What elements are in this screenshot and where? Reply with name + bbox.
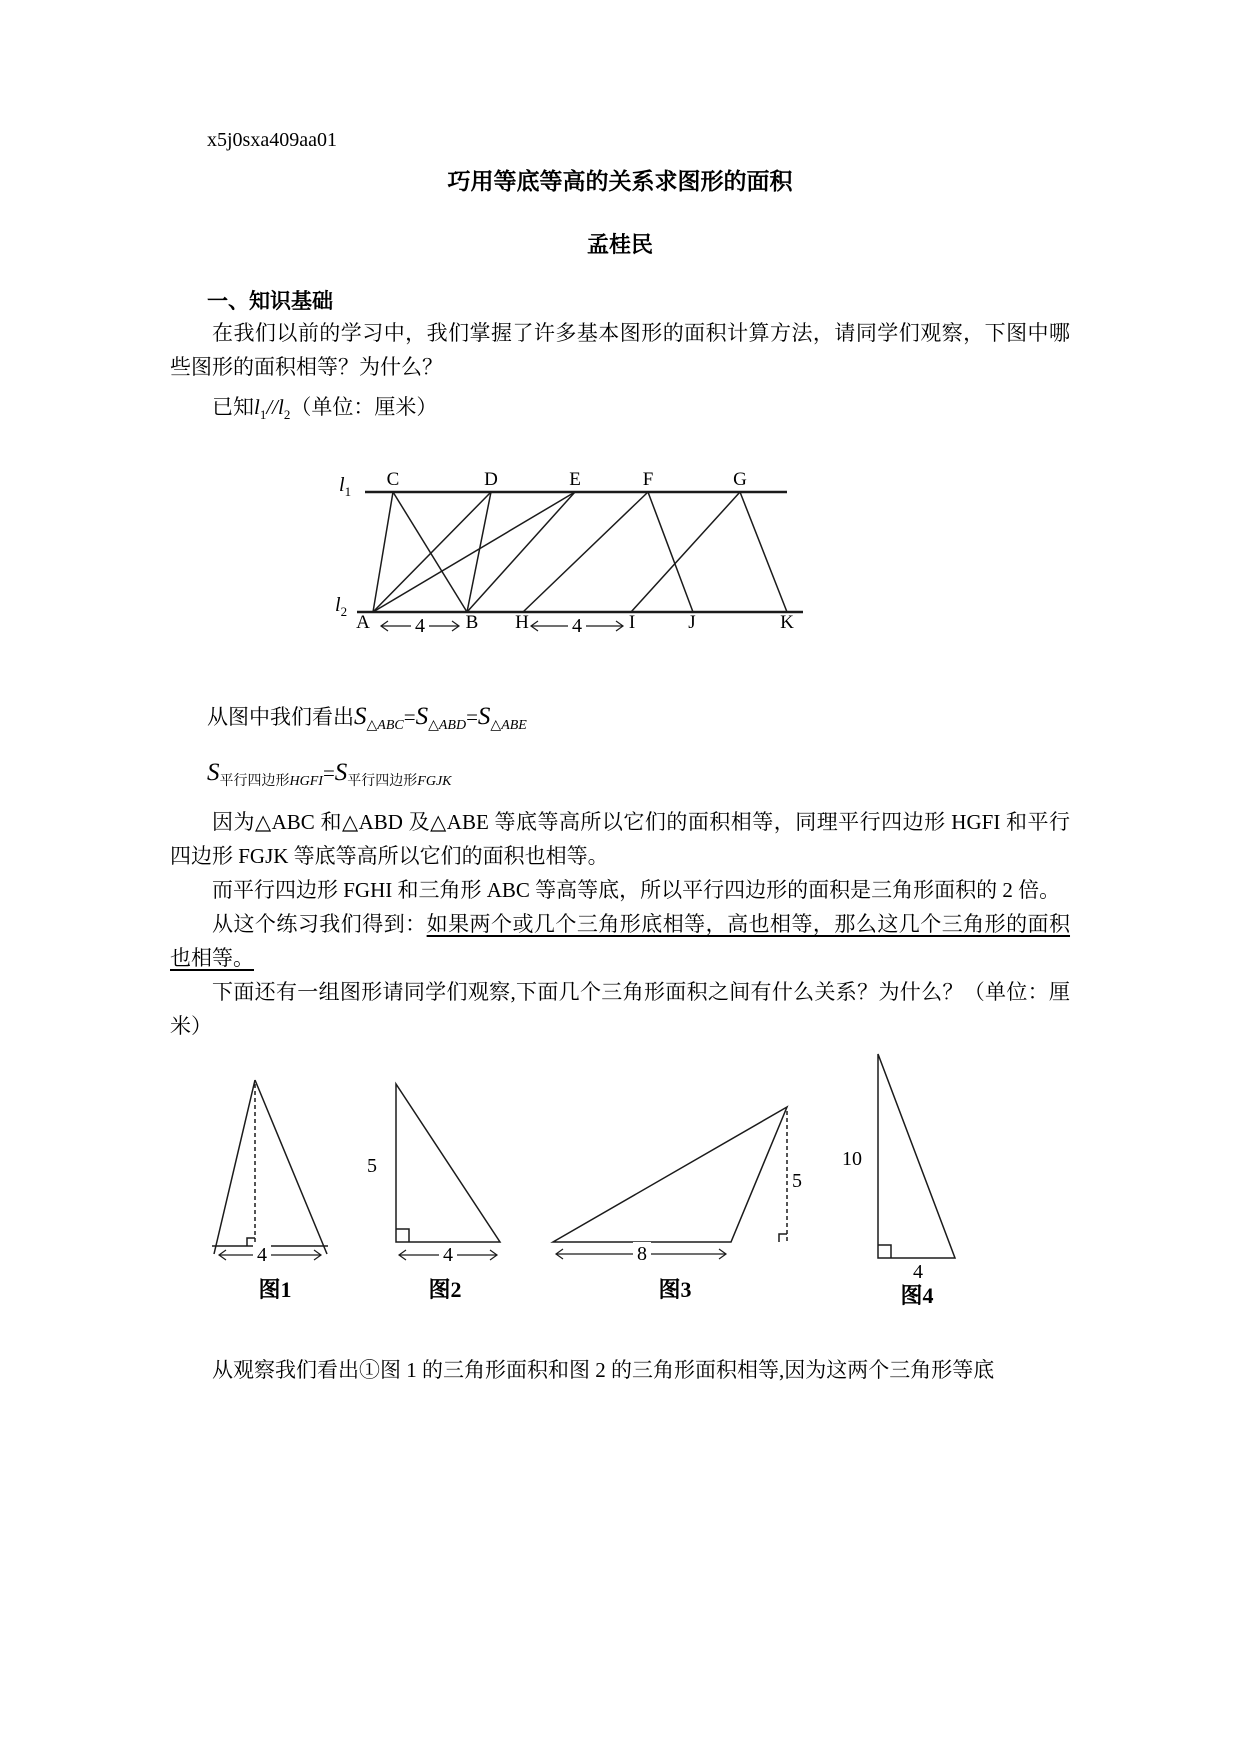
triangle-symbol: △ (428, 718, 439, 734)
figure-1-drawing (200, 1051, 350, 1266)
figure-4-drawing (842, 1051, 992, 1266)
line2-label-letter: l (335, 594, 341, 616)
formula-triangle-areas (170, 699, 1070, 735)
conclusion-rule: 如果两个或几个三角形底相等，高也相等，那么这几个三角形的面积也相等。 (170, 912, 1071, 970)
page-title: 巧用等底等高的关系求图形的面积 (447, 169, 793, 194)
triangle-name-abc: ABC (377, 718, 404, 734)
section-heading: 一、知识基础 (207, 289, 333, 313)
subscript-abd (428, 718, 466, 733)
line1-label (339, 474, 352, 499)
paragraph-conclusion (170, 907, 1070, 975)
measure-label-hi: 4 (568, 614, 586, 638)
point-label-i: I (628, 612, 636, 633)
figure-3-triangle (540, 1051, 810, 1319)
line2-label-sub: 2 (340, 604, 348, 619)
equals-sign: = (403, 705, 416, 729)
parallelogram-name-hgfi: HGFI (289, 774, 323, 790)
triangle-shape (212, 1080, 328, 1254)
triangle-shape (553, 1107, 787, 1242)
right-angle-mark (878, 1245, 891, 1258)
height-label: 5 (792, 1170, 802, 1192)
point-label-a: A (356, 612, 370, 633)
line2-label (335, 594, 348, 619)
point-label-h: H (515, 612, 529, 633)
figure-2-drawing (365, 1051, 525, 1266)
paragraph-observe: 从观察我们看出①图 1 的三角形面积和图 2 的三角形面积相等,因为这两个三角形等底 (212, 1358, 995, 1382)
base-label: 8 (633, 1242, 651, 1266)
equals-sign: = (322, 761, 335, 785)
figure-caption: 图1 (258, 1277, 292, 1302)
right-angle-mark (396, 1229, 409, 1242)
area-symbol: S (354, 703, 367, 730)
triangle-symbol: △ (490, 718, 502, 734)
measure-label-ab: 4 (411, 614, 429, 638)
line1-subscript: 1 (259, 407, 267, 423)
triangles-figure-row (170, 1051, 1070, 1319)
base-label: 4 (909, 1260, 927, 1284)
area-symbol: S (334, 759, 348, 786)
given-suffix: （单位：厘米） (290, 395, 438, 419)
figure-2-triangle (365, 1051, 525, 1319)
figure-3-drawing (540, 1051, 810, 1266)
line2-subscript: 2 (283, 407, 291, 423)
figure-caption: 图3 (658, 1277, 692, 1302)
point-label-d: D (484, 469, 498, 490)
point-label-c: C (386, 469, 400, 490)
triangle-lines (373, 492, 575, 612)
subscript-abe (490, 718, 526, 733)
triangle-symbol: △ (366, 718, 378, 734)
triangle-shape (396, 1084, 500, 1242)
right-angle-mark (779, 1234, 787, 1242)
figure-1-triangle (200, 1051, 350, 1319)
triangle-shape (878, 1054, 955, 1258)
formula1-prefix: 从图中我们看出 (207, 705, 354, 729)
point-label-k: K (780, 612, 794, 633)
parallel-lines (357, 492, 803, 612)
triangle-name-abd: ABD (438, 718, 467, 734)
given-condition (170, 390, 1070, 424)
doc-author: 孟桂民 (586, 232, 653, 257)
paragraph-because: 因为△ABC 和△ABD 及△ABE 等底等高所以它们的面积相等，同理平行四边形 HGFI 和平行四边形 FGJK 等底等高所以它们的面积也相等。 (170, 810, 1070, 868)
subscript-hgfi (220, 774, 323, 789)
parallel-symbol: // (266, 395, 279, 419)
point-label-f: F (642, 469, 654, 490)
point-label-e: E (569, 469, 581, 490)
base-label: 4 (253, 1243, 271, 1267)
area-symbol: S (415, 703, 429, 730)
paragraph-double-area: 而平行四边形 FGHI 和三角形 ABC 等高等底，所以平行四边形的面积是三角形面积的 2 倍。 (212, 878, 1061, 902)
area-symbol: S (207, 759, 220, 786)
parallel-lines-figure (335, 470, 815, 645)
base-label: 4 (439, 1243, 457, 1267)
line1-label-letter: l (339, 474, 345, 496)
parallelogram-word: 平行四边形 (347, 774, 418, 790)
line1-symbol: l (254, 395, 260, 419)
point-label-b: B (465, 612, 479, 633)
figure-4-triangle (842, 1051, 992, 1319)
triangle-name-abe: ABE (501, 718, 527, 734)
line1-label-sub: 1 (344, 484, 352, 499)
paragraph-next-group: 下面还有一组图形请同学们观察,下面几个三角形面积之间有什么关系？为什么？（单位：厘米） (170, 980, 1070, 1038)
subscript-abc (367, 718, 404, 733)
area-symbol: S (477, 703, 491, 730)
point-label-g: G (733, 469, 747, 490)
height-label: 5 (367, 1155, 377, 1177)
figure-caption: 图4 (900, 1283, 934, 1308)
line2-symbol: l (278, 395, 284, 419)
doc-code: x5j0sxa409aa01 (207, 129, 337, 151)
point-label-j: J (688, 612, 696, 633)
formula-parallelogram-areas (170, 755, 1070, 791)
conclusion-prefix: 从这个练习我们得到： (212, 912, 427, 936)
height-label: 10 (842, 1148, 862, 1170)
figure-caption: 图2 (428, 1277, 462, 1302)
parallelogram-word: 平行四边形 (219, 774, 290, 790)
parallelogram-lines (523, 492, 787, 612)
parallelogram-name-fgjk: FGJK (417, 774, 452, 790)
paragraph-intro: 在我们以前的学习中，我们掌握了许多基本图形的面积计算方法，请同学们观察，下图中哪些图形的面积相等？为什么？ (170, 321, 1070, 379)
subscript-fgjk (347, 774, 451, 789)
equals-sign: = (466, 705, 478, 729)
given-prefix: 已知 (212, 395, 254, 419)
